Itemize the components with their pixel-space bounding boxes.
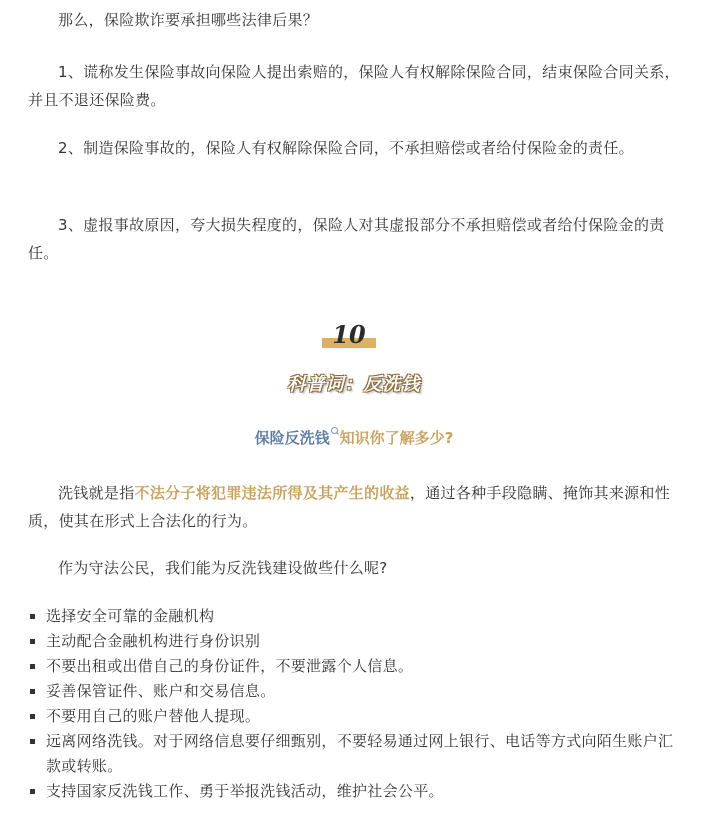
list-item: 不要出租或出借自己的身份证件，不要泄露个人信息。 [28, 654, 688, 679]
bullet-icon [30, 614, 35, 619]
bullet-icon [30, 714, 35, 719]
bullet-icon [30, 789, 35, 794]
bullet-icon [30, 664, 35, 669]
bullet-icon [30, 639, 35, 644]
search-icon[interactable] [331, 427, 339, 435]
definition-highlight: 不法分子将犯罪违法所得及其产生的收益 [134, 484, 410, 502]
advice-list [28, 604, 688, 804]
list-item: 支持国家反洗钱工作、勇于举报洗钱活动，维护社会公平。 [28, 779, 688, 804]
definition-prefix: 洗钱就是指 [58, 484, 135, 502]
section-number: 10 [332, 320, 366, 349]
section-number-badge [322, 322, 376, 348]
definition-paragraph [28, 479, 680, 535]
consequence-paragraph-1: 1、谎称发生保险事故向保险人提出索赔的，保险人有权解除保险合同，结束保险合同关系，并且不退还保险费。 [28, 63, 680, 109]
consequence-paragraph-3: 3、虚报事故原因，夸大损失程度的，保险人对其虚报部分不承担赔偿或者给付保险金的责任。 [28, 216, 665, 262]
question-paragraph: 那么，保险欺诈要承担哪些法律后果？ [58, 11, 319, 29]
list-item: 远离网络洗钱。对于网络信息要仔细甄别，不要轻易通过网上银行、电话等方式向陌生账户汇款或转账。 [28, 729, 688, 779]
bullet-icon [30, 739, 35, 744]
list-item: 选择安全可靠的金融机构 [28, 604, 688, 629]
definition-suffix: ，通过各种手段隐瞒、掩饰其来源和性质，使其在形式上合法化的行为。 [28, 484, 671, 530]
bullet-icon [30, 689, 35, 694]
list-item: 不要用自己的账户替他人提现。 [28, 704, 688, 729]
subtitle-question: 知识你了解多少? [339, 429, 454, 447]
section-subtitle [0, 427, 708, 448]
section-title: 科普词：反洗钱 [287, 374, 421, 395]
subtitle-keyword-link[interactable]: 保险反洗钱 [254, 429, 330, 447]
list-item: 主动配合金融机构进行身份识别 [28, 629, 688, 654]
citizen-question: 作为守法公民，我们能为反洗钱建设做些什么呢? [58, 559, 388, 577]
list-item: 妥善保管证件、账户和交易信息。 [28, 679, 688, 704]
consequence-paragraph-2: 2、制造保险事故的，保险人有权解除保险合同，不承担赔偿或者给付保险金的责任。 [58, 139, 634, 157]
